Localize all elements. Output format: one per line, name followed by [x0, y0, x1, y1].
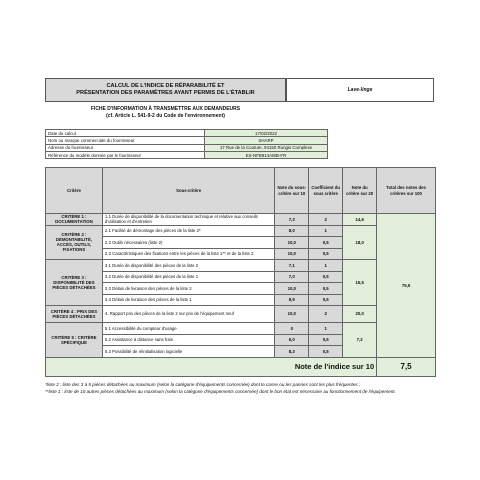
final-score-row — [46, 357, 436, 376]
criterion-1-score: 14,6 — [343, 214, 377, 226]
criterion-3-score: 15,5 — [343, 260, 377, 306]
supplier-info-table — [45, 129, 328, 159]
subcriterion-label: 3.1 Durée de disponibilité des pièces de la liste 2 — [102, 260, 274, 272]
info-value: 17 Rue de la Couture, 94150 Rungis Complexe — [205, 144, 328, 151]
subcriterion-label: 2.1 Facilité de démontage des pièces de la liste 2* — [102, 225, 274, 237]
criterion-5-score: 7,2 — [343, 323, 377, 358]
criterion-4-label: CRITÈRE 4 : PRIX DES PIÈCES DÉTACHÉES — [46, 306, 103, 323]
subcriterion-coef: 2 — [309, 306, 343, 323]
criterion-1-label: CRITÈRE 1 : DOCUMENTATION — [46, 214, 103, 226]
criterion-3-label: CRITÈRE 3 : DISPONIBILITÉ DES PIÈCES DÉTACHÉES — [46, 260, 103, 306]
col-header-note20: Note du critère sur 20 — [343, 168, 377, 214]
info-label: Date du calcul — [46, 130, 205, 137]
criterion-2-label: CRITÈRE 2 : DÉMONTABILITÉ, ACCÈS, OUTILS, FIXATIONS — [46, 225, 103, 260]
fiche-line-1: FICHE D'INFORMATION À TRANSMETTRE AUX DEMANDEURS — [90, 106, 241, 112]
subcriterion-coef: 0,5 — [309, 271, 343, 283]
subcriterion-coef: 0,5 — [309, 294, 343, 306]
info-label: Référence du modèle donnée par le fournisseur — [46, 151, 205, 158]
info-value: ES-NFB914AWB-FR — [205, 151, 328, 158]
footnote-liste-1: **liste 1 : liste de 10 autres pièces détachées au maximum (selon la catégorie d'équipements concernée) dont le bon état est nécessaire au fonctionnement de l'équipement. — [45, 388, 396, 394]
col-header-note: Note du sous-critère sur 10 — [275, 168, 309, 214]
subcriterion-note: 7,3 — [275, 214, 309, 226]
subcriterion-coef: 0,5 — [309, 283, 343, 295]
col-header-sous-critere: Sous-critère — [102, 168, 274, 214]
info-label: Nom ou marque commerciale du fournisseur — [46, 137, 205, 144]
subcriterion-label: 5.3 Possibilité de réinitialisation logicielle — [102, 346, 274, 358]
subcriterion-coef: 1 — [309, 225, 343, 237]
subcriterion-note: 8,3 — [275, 346, 309, 358]
subcriterion-note: 0 — [275, 323, 309, 335]
subcriterion-coef: 0,5 — [309, 248, 343, 260]
table-header-row — [46, 168, 436, 214]
info-row — [46, 137, 328, 144]
criterion-5-label: CRITÈRE 5 : CRITÈRE SPÉCIFIQUE — [46, 323, 103, 358]
subcriterion-label: 2.2 Outils nécessaires (liste 2) — [102, 237, 274, 249]
subcriterion-coef: 1 — [309, 260, 343, 272]
subcriterion-note: 8,9 — [275, 294, 309, 306]
subcriterion-label: 3.4 Délais de livraison des pièces de la liste 1 — [102, 294, 274, 306]
col-header-total: Total des notes des critères sur 100 — [377, 168, 436, 214]
info-row — [46, 144, 328, 151]
final-score-label: Note de l'indice sur 10 — [46, 357, 377, 376]
subcriterion-label: 5.2 Assistance à distance sans frais — [102, 334, 274, 346]
footnotes — [45, 382, 440, 395]
title-line-1: CALCUL DE L'INDICE DE RÉPARABILITÉ ET — [106, 82, 225, 89]
product-category: Lave-linge — [286, 78, 434, 102]
fiche-line-2: (cf. Article L. 541-9-2 du Code de l'environnement) — [106, 112, 225, 119]
table-row — [46, 214, 436, 226]
subcriterion-label: 3.3 Délais de livraison des pièces de la liste 2 — [102, 283, 274, 295]
subcriterion-note: 10,0 — [275, 237, 309, 249]
subcriterion-note: 6,0 — [275, 334, 309, 346]
repairability-table — [45, 167, 436, 377]
info-label: Adresse du fournisseur — [46, 144, 205, 151]
subcriterion-note: 7,1 — [275, 260, 309, 272]
final-score-value: 7,5 — [377, 357, 436, 376]
subcriterion-label: 4. Rapport prix des pièces de la liste 2 sur prix de l'équipement neuf — [102, 306, 274, 323]
subcriterion-coef: 0,5 — [309, 237, 343, 249]
col-header-coef: Coefficient du sous critère — [309, 168, 343, 214]
subcriterion-note: 10,0 — [275, 306, 309, 323]
subcriterion-coef: 0,5 — [309, 346, 343, 358]
document-title — [45, 78, 286, 102]
total-score-100: 75,5 — [377, 214, 436, 358]
subcriterion-note: 7,0 — [275, 271, 309, 283]
subcriterion-label: 3.2 Durée de disponibilité des pièces de la liste 1 — [102, 271, 274, 283]
criterion-2-score: 18,0 — [343, 225, 377, 260]
fiche-heading — [45, 106, 286, 120]
info-row — [46, 151, 328, 158]
subcriterion-note: 10,0 — [275, 248, 309, 260]
col-header-critere: Critère — [46, 168, 103, 214]
subcriterion-label: 2.3 Caractéristiques des fixations entre les pièces de la liste 1** et de la liste 2 — [102, 248, 274, 260]
subcriterion-label: 1.1 Durée de disponibilité de la documentation technique et relative aux conseils d'utilisation et d'entretien — [102, 214, 274, 226]
info-value: SHARP — [205, 137, 328, 144]
info-row — [46, 130, 328, 137]
subcriterion-coef: 2 — [309, 214, 343, 226]
subcriterion-coef: 0,5 — [309, 334, 343, 346]
subcriterion-coef: 1 — [309, 323, 343, 335]
subcriterion-note: 8,0 — [275, 225, 309, 237]
info-value: 17/02/2022 — [205, 130, 328, 137]
footnote-liste-2: *liste 2 : liste des 3 à 5 pièces détachées au maximum (selon la catégorie d'équipements concernée) dont la casse ou les pannes sont les plus fréquentes ; — [45, 382, 361, 387]
subcriterion-note: 10,0 — [275, 283, 309, 295]
criterion-4-score: 20,0 — [343, 306, 377, 323]
title-line-2: PRÉSENTATION DES PARAMÈTRES AYANT PERMIS DE L'ÉTABLIR — [76, 90, 255, 96]
subcriterion-label: 5.1 Accessibilité du compteur d'usage — [102, 323, 274, 335]
